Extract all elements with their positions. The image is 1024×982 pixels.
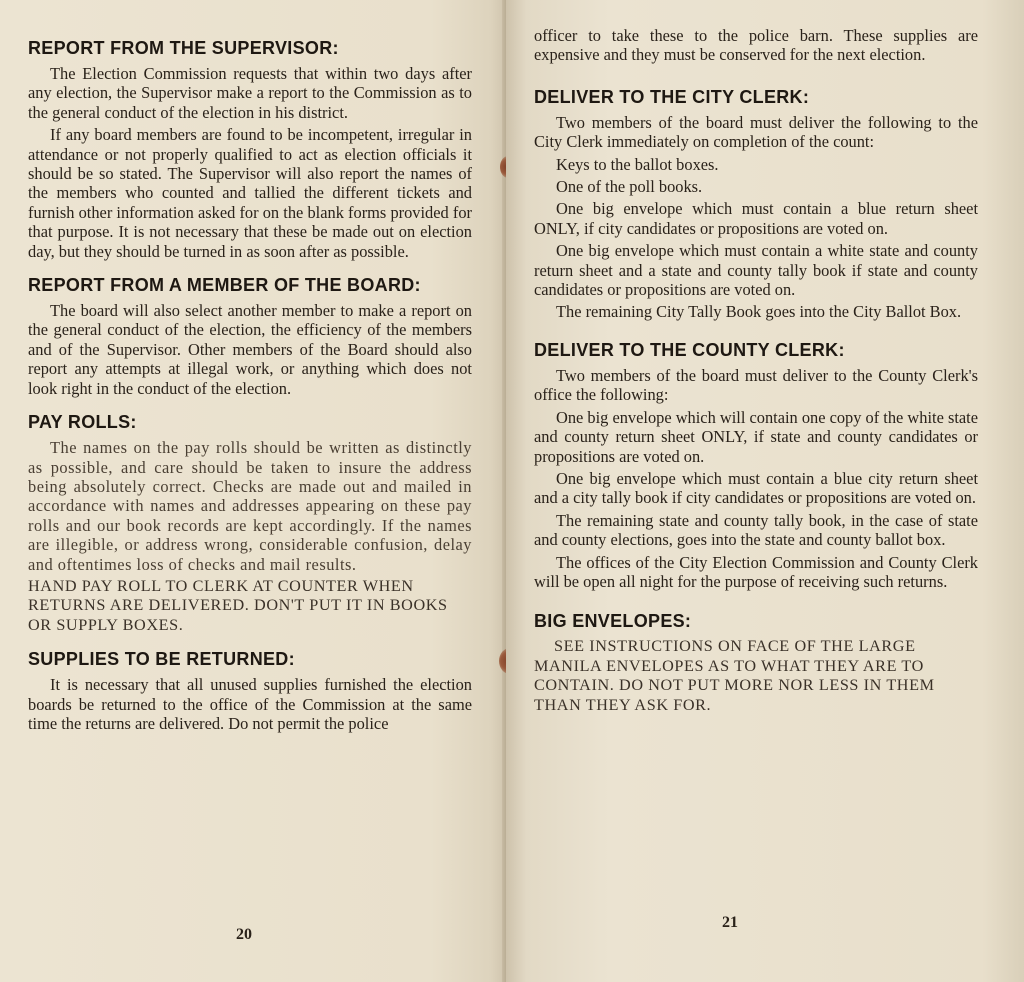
paragraph: The board will also select another member to make a report on the general conduct of the election, the efficiency of the members and of the Supervisor. Other members of the Board should also report any attempts at illegal work, or anything which does not look right in the conduct of the election. [28,301,472,398]
caps-instruction: SEE INSTRUCTIONS ON FACE OF THE LARGE MANILA ENVELOPES AS TO WHAT THEY ARE TO CONTAIN. DO NOT PUT MORE NOR LESS IN THEM THAN THEY ASK FOR. [534,637,935,714]
section-report-from-board-member [28,275,472,398]
list-line: One of the poll books. [556,177,703,197]
section-big-envelopes [534,611,978,715]
section-heading: REPORT FROM THE SUPERVISOR: [28,38,339,58]
section-heading: BIG ENVELOPES: [534,611,692,632]
section-heading: SUPPLIES TO BE RETURNED: [28,649,295,670]
paragraph: One big envelope which will contain one copy of the white state and county return sheet ONLY, if state and county candidates or propositions are voted on. [534,407,978,466]
paragraph: The remaining state and county tally book, in the case of state and county elections, goes into the state and county ballot box. [534,510,978,550]
paragraph: The Election Commission requests that within two days after any election, the Supervisor make a report to the Commission as to the general conduct of the election in his district. [28,64,472,122]
page-number: 20 [236,926,252,943]
left-page [0,0,506,982]
paragraph: Two members of the board must deliver to the County Clerk's office the following: [534,365,978,405]
paragraph: The names on the pay rolls should be written as distinctly as possible, and care should be taken to insure the address being absolutely correct. Checks are made out and mailed in accordance with names and addresses appearing on these pay rolls and our book records are kept accordingly. If the names are illegible, or address wrong, considerable confusion, delay and oftentimes loss of checks and mail results. [28,438,472,574]
section-heading: PAY ROLLS: [28,412,137,433]
section-heading: REPORT FROM A MEMBER OF THE BOARD: [28,275,421,296]
paragraph: Two members of the board must deliver the following to the City Clerk immediately on completion of the count: [534,112,978,152]
paragraph: If any board members are found to be incompetent, irregular in attendance or not properly qualified to act as election officials it should be so stated. The Supervisor will also report the names of the members who counted and tallied the different tickets and furnish other information asked for on the blank forms provided for that purpose. It is not necessary that these be made out on election day, but they should be turned in as soon after as possible. [28,125,472,261]
paragraph: It is necessary that all unused supplies furnished the election boards be returned to the office of the Commission at the same time the returns are delivered. Do not permit the police [28,675,472,733]
list-line: Keys to the ballot boxes. [556,154,719,174]
section-heading: DELIVER TO THE COUNTY CLERK: [534,339,845,360]
section-heading: DELIVER TO THE CITY CLERK: [534,86,810,107]
paragraph: One big envelope which must contain a blue city return sheet and a city tally book if city candidates or propositions are voted on. [534,468,978,508]
paragraph: One big envelope which must contain a white state and county return sheet and a state and county tally book if state and county candidates or propositions are voted on. [534,241,978,300]
paragraph: The remaining City Tally Book goes into the City Ballot Box. [556,302,962,322]
right-page [506,0,1024,982]
section-pay-rolls [28,412,472,635]
section-report-from-supervisor [28,38,472,261]
page-number: 21 [722,914,738,931]
continuation-paragraph: officer to take these to the police barn. These supplies are expensive and they must be conserved for the next election. [534,26,978,65]
paragraph: The offices of the City Election Commission and County Clerk will be open all night for the purpose of receiving such returns. [534,552,978,591]
caps-instruction: HAND PAY ROLL TO CLERK AT COUNTER WHEN RETURNS ARE DELIVERED. DON'T PUT IT IN BOOKS OR SUPPLY BOXES. [28,576,448,634]
section-deliver-city-clerk [534,87,978,322]
section-deliver-county-clerk [534,340,978,591]
paragraph: One big envelope which must contain a blue return sheet ONLY, if city candidates or propositions are voted on. [534,199,978,238]
section-supplies-returned [28,649,472,733]
